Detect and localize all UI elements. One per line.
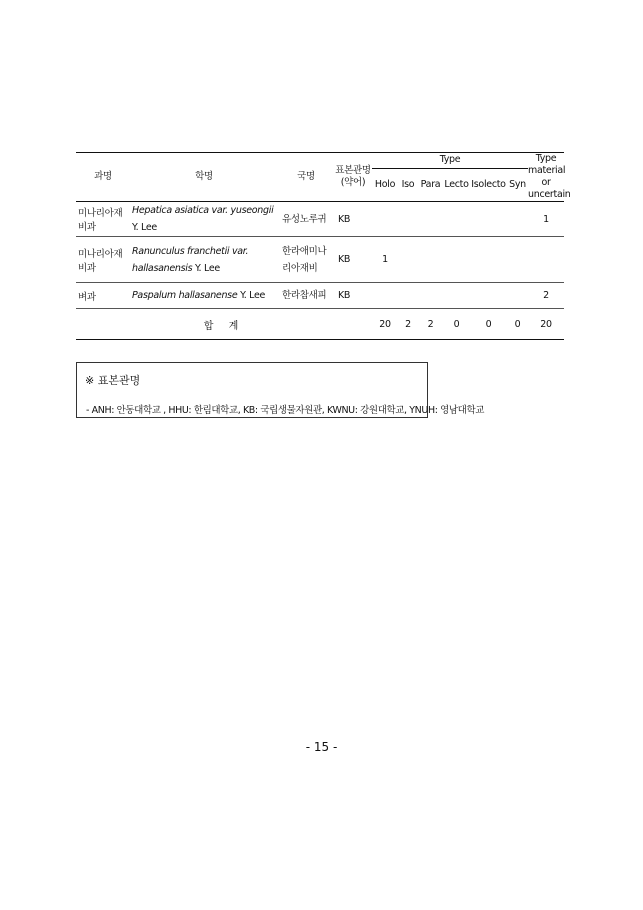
header-family: 과명 xyxy=(76,153,130,202)
header-type-uncertain: Type material or uncertain xyxy=(528,153,571,200)
korean-name-cell: 유성노루귀 xyxy=(278,202,334,237)
total-label: 합 계 xyxy=(76,309,372,340)
total-syn: 0 xyxy=(507,309,528,340)
holo-cell xyxy=(372,202,398,237)
legend-text: - ANH: 안동대학교 , HHU: 한림대학교, KB: 국립생물자원관, KWNU: 강원대학교, YNUH: 영남대학교 xyxy=(86,405,484,416)
header-syn: Syn xyxy=(507,168,528,201)
uncertain-cell xyxy=(528,237,564,283)
family-cell: 미나리아재비과 xyxy=(76,202,130,237)
header-holo: Holo xyxy=(372,168,398,201)
isolecto-cell xyxy=(470,202,507,237)
korean-name-cell: 한라애미나리아재비 xyxy=(278,237,334,283)
total-row xyxy=(76,309,564,340)
syn-cell xyxy=(507,237,528,283)
header-herbarium-abbr: 표본관명 (약어) xyxy=(334,153,372,202)
header-iso: Iso xyxy=(398,168,418,201)
isolecto-cell xyxy=(470,237,507,283)
header-scientific-name: 학명 xyxy=(130,153,278,202)
header-lecto: Lecto xyxy=(443,168,470,201)
scientific-name-cell: Paspalum hallasanense Y. Lee xyxy=(130,283,278,309)
herbarium-cell: KB xyxy=(334,202,372,237)
uncertain-cell: 1 xyxy=(528,202,564,237)
table-row xyxy=(76,237,564,283)
uncertain-cell: 2 xyxy=(528,283,564,309)
para-cell xyxy=(418,283,443,309)
lecto-cell xyxy=(443,202,470,237)
header-isolecto: Isolecto xyxy=(470,168,507,201)
total-uncertain: 20 xyxy=(528,309,564,340)
header-para: Para xyxy=(418,168,443,201)
total-lecto: 0 xyxy=(443,309,470,340)
holo-cell: 1 xyxy=(372,237,398,283)
header-korean-name: 국명 xyxy=(278,153,334,202)
para-cell xyxy=(418,202,443,237)
scientific-name-cell: Ranunculus franchetii var. hallasanensis Y. Lee xyxy=(130,237,278,283)
herbarium-cell: KB xyxy=(334,283,372,309)
total-isolecto: 0 xyxy=(470,309,507,340)
iso-cell xyxy=(398,283,418,309)
header-type-group: Type xyxy=(372,153,528,169)
total-holo: 20 xyxy=(372,309,398,340)
syn-cell xyxy=(507,283,528,309)
para-cell xyxy=(418,237,443,283)
herbarium-cell: KB xyxy=(334,237,372,283)
iso-cell xyxy=(398,237,418,283)
total-iso: 2 xyxy=(398,309,418,340)
legend-title: ※ 표본관명 xyxy=(85,374,141,387)
korean-name-cell: 한라참새피 xyxy=(278,283,334,309)
family-cell: 벼과 xyxy=(76,283,130,309)
table-row xyxy=(76,202,564,237)
type-specimen-table xyxy=(76,152,571,340)
lecto-cell xyxy=(443,283,470,309)
holo-cell xyxy=(372,283,398,309)
isolecto-cell xyxy=(470,283,507,309)
page-number: - 15 - xyxy=(305,740,338,754)
table-row xyxy=(76,283,564,309)
herbarium-legend-box xyxy=(76,362,484,418)
syn-cell xyxy=(507,202,528,237)
iso-cell xyxy=(398,202,418,237)
scientific-name-cell: Hepatica asiatica var. yuseongii Y. Lee xyxy=(130,202,278,237)
lecto-cell xyxy=(443,237,470,283)
family-cell: 미나리아재비과 xyxy=(76,237,130,283)
total-para: 2 xyxy=(418,309,443,340)
